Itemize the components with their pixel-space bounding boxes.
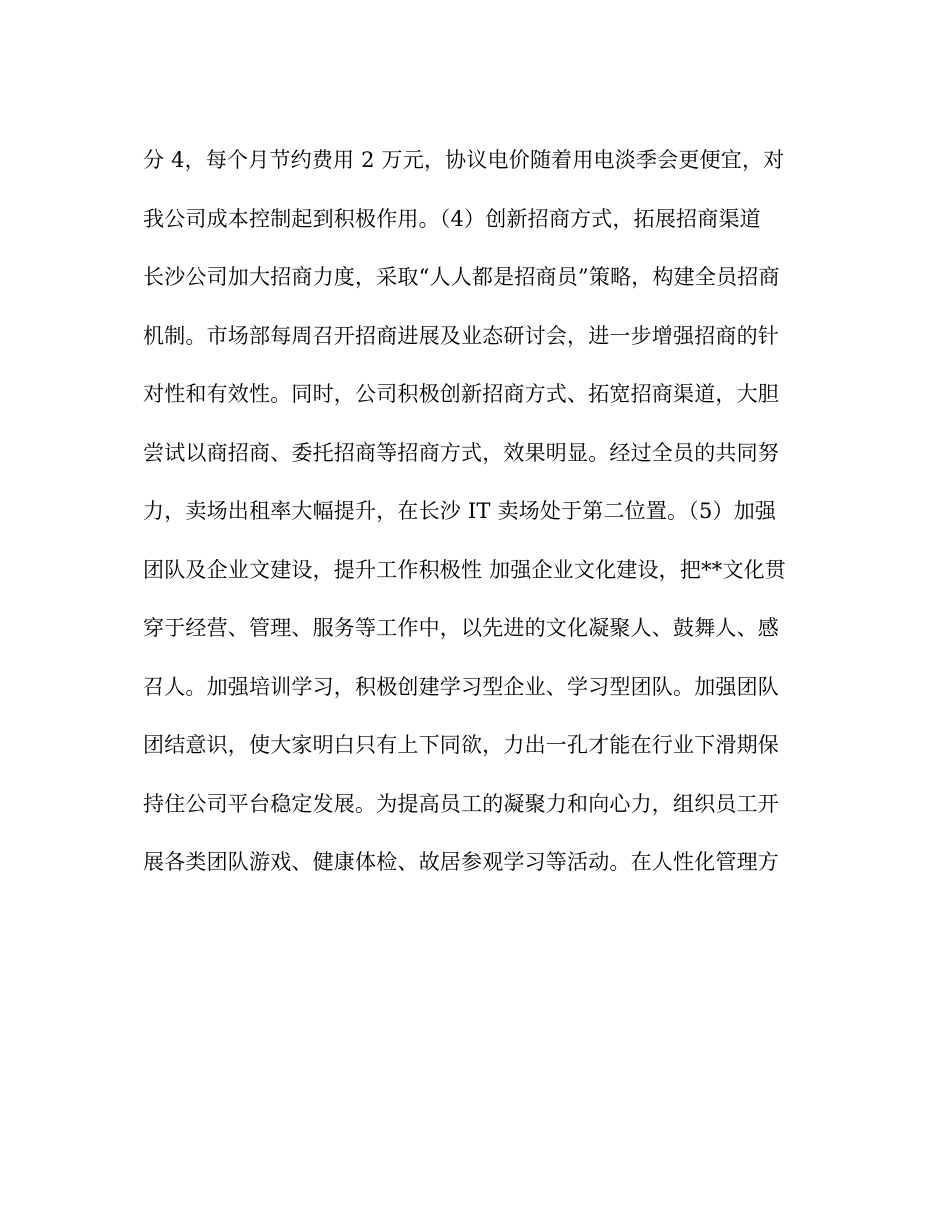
text-line: 力，卖场出租率大幅提升，在长沙 IT 卖场处于第二位置。（5）加强 [143, 499, 777, 523]
text-line: 分 4，每个月节约费用 2 万元，协议电价随着用电淡季会更便宜，对 [143, 148, 785, 172]
text-line: 展各类团队游戏、健康体检、故居参观学习等活动。在人性化管理方 [143, 850, 779, 874]
body-text [143, 140, 813, 901]
text-line: 持住公司平台稳定发展。为提高员工的凝聚力和向心力，组织员工开 [143, 791, 779, 816]
text-line: 我公司成本控制起到积极作用。（4）创新招商方式，拓展招商渠道 [143, 206, 761, 231]
text-line: 团队及企业文建设，提升工作积极性 加强企业文化建设，把**文化贯 [143, 557, 787, 582]
text-line: 团结意识，使大家明白只有上下同欲，力出一孔才能在行业下滑期保 [143, 733, 779, 757]
text-line: 长沙公司加大招商力度，采取“人人都是招商员”策略，构建全员招商 [143, 265, 780, 289]
text-line: 机制。市场部每周召开招商进展及业态研讨会，进一步增强招商的针 [143, 323, 779, 348]
text-line: 尝试以商招商、委托招商等招商方式，效果明显。经过全员的共同努 [143, 440, 779, 465]
text-line: 对性和有效性。同时，公司积极创新招商方式、拓宽招商渠道，大胆 [143, 382, 779, 406]
text-line: 穿于经营、管理、服务等工作中，以先进的文化凝聚人、鼓舞人、感 [143, 616, 779, 640]
text-line: 召人。加强培训学习，积极创建学习型企业、学习型团队。加强团队 [143, 674, 779, 699]
